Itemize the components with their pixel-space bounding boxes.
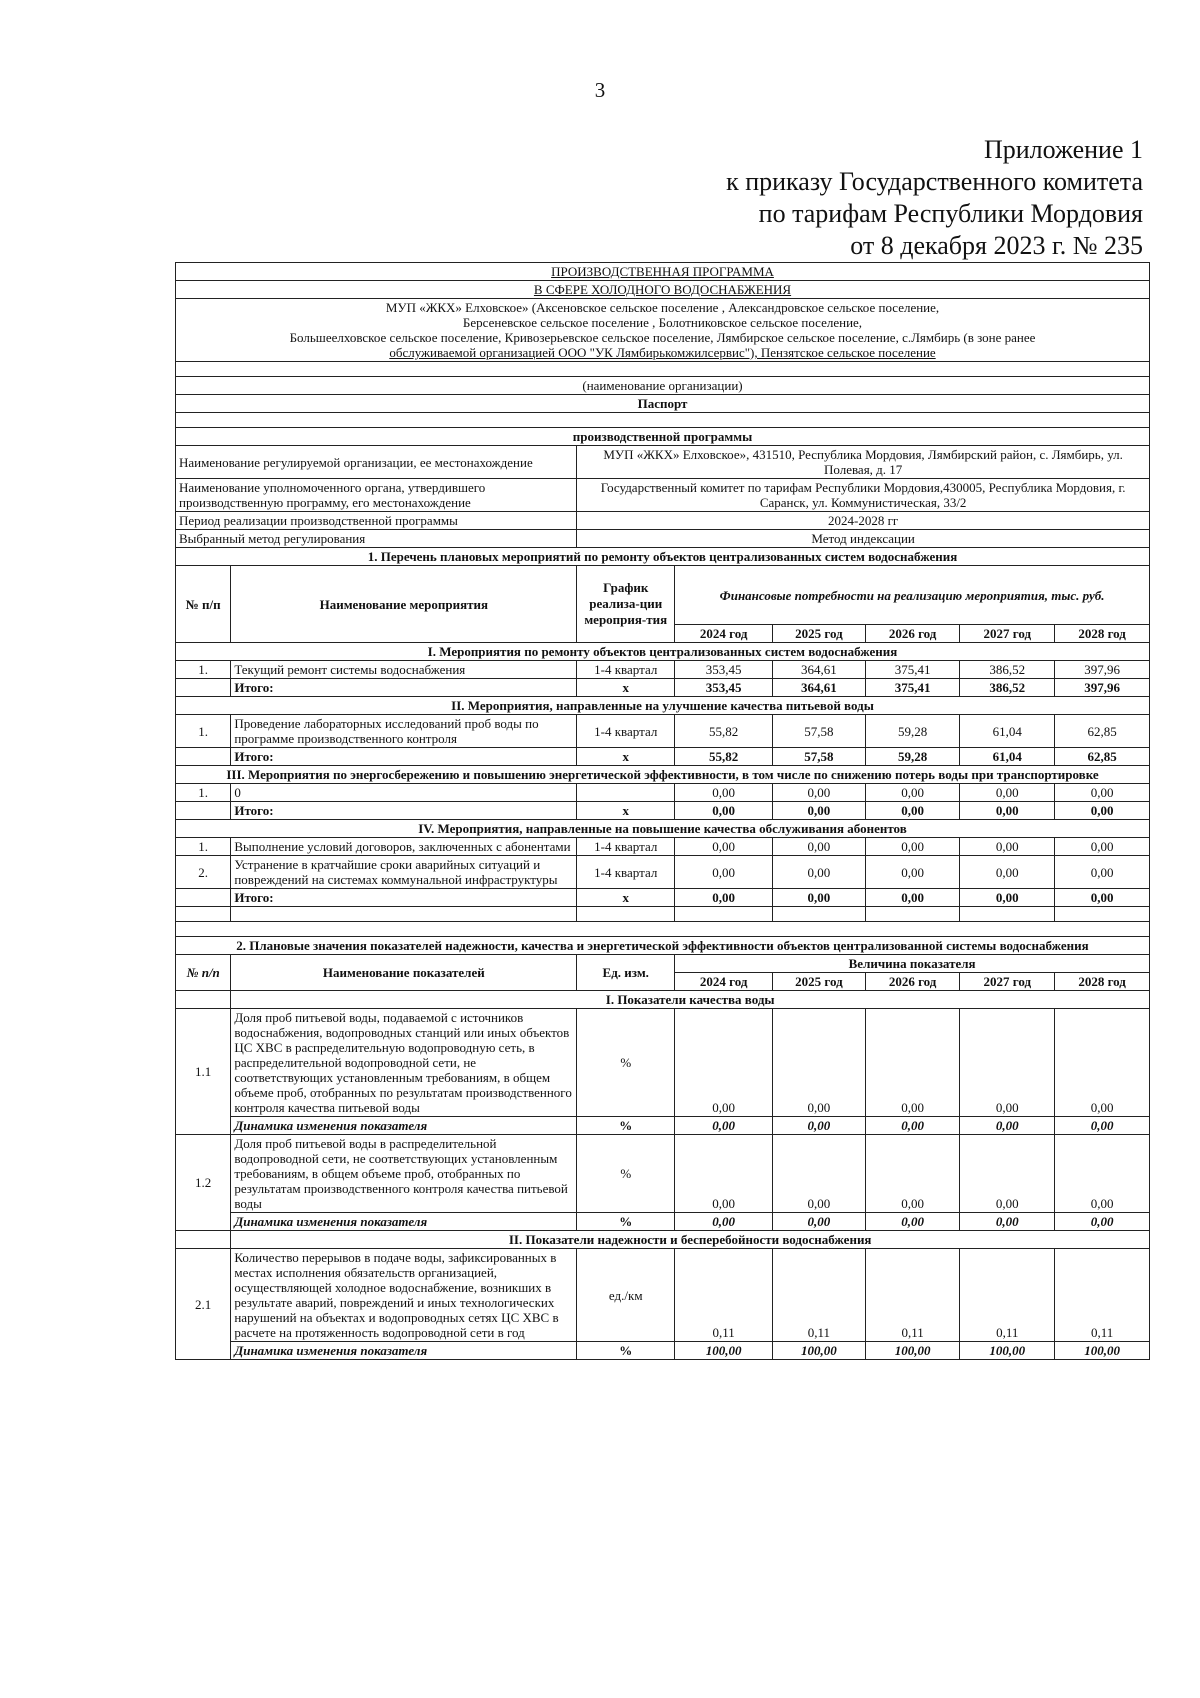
group-title: III. Мероприятия по энергосбережению и повышению энергетической эффективности, в том числе по снижению потерь воды при транспортировке [176,766,1150,784]
row-number [176,889,231,907]
finance-value: 0,00 [773,856,866,889]
total-label: Итого: [231,802,577,820]
col-header-year: 2024 год [675,625,773,643]
dynamics-unit: % [577,1342,675,1360]
activity-schedule: 1-4 квартал [577,856,675,889]
annex-line-4: от 8 декабря 2023 г. № 235 [850,231,1143,260]
indicator-number: 1.2 [176,1135,231,1231]
finance-value: 0,00 [1055,784,1150,802]
total-value: 61,04 [960,748,1055,766]
org-line: обслуживаемой организацией ООО "УК Лямбирькомжилсервис"), Пензятское сельское поселение [389,345,936,360]
indicator-unit: ед./км [577,1249,675,1342]
dynamics-value: 100,00 [865,1342,960,1360]
finance-value: 0,00 [960,838,1055,856]
activity-name: Текущий ремонт системы водоснабжения [231,661,577,679]
col-header-year: 2027 год [960,973,1055,991]
finance-value: 397,96 [1055,661,1150,679]
total-value: 57,58 [773,748,866,766]
indicator-value: 0,11 [675,1249,773,1342]
empty-cell [960,907,1055,922]
passport-label: Выбранный метод регулирования [176,530,577,548]
finance-value: 62,85 [1055,715,1150,748]
finance-value: 0,00 [675,856,773,889]
total-label: Итого: [231,679,577,697]
total-value: 0,00 [960,802,1055,820]
col-header-year: 2026 год [865,973,960,991]
total-value: 0,00 [1055,889,1150,907]
activity-name: Устранение в кратчайшие сроки аварийных ситуаций и повреждений на системах коммунальной инфраструктуры [231,856,577,889]
dynamics-value: 0,00 [773,1213,866,1231]
indicator-value: 0,11 [960,1249,1055,1342]
total-value: 0,00 [675,802,773,820]
group-title: I. Мероприятия по ремонту объектов централизованных систем водоснабжения [176,643,1150,661]
indicator-value: 0,00 [1055,1135,1150,1213]
total-value: 0,00 [865,889,960,907]
finance-value: 55,82 [675,715,773,748]
indicator-value: 0,00 [675,1009,773,1117]
annex-line-3: по тарифам Республики Мордовия [758,199,1143,228]
dynamics-value: 100,00 [1055,1342,1150,1360]
finance-value: 0,00 [865,856,960,889]
row-number: 1. [176,661,231,679]
finance-value: 57,58 [773,715,866,748]
group-title: II. Показатели надежности и бесперебойности водоснабжения [231,1231,1150,1249]
finance-value: 0,00 [675,838,773,856]
empty-cell [231,907,577,922]
total-schedule: х [577,889,675,907]
col-header-activity: Наименование мероприятия [231,566,577,643]
finance-value: 0,00 [960,784,1055,802]
indicator-number: 2.1 [176,1249,231,1360]
dynamics-label: Динамика изменения показателя [231,1342,577,1360]
empty-cell [176,922,1150,937]
empty-cell [577,907,675,922]
finance-value: 0,00 [675,784,773,802]
dynamics-unit: % [577,1117,675,1135]
col-header-year: 2026 год [865,625,960,643]
dynamics-label: Динамика изменения показателя [231,1117,577,1135]
passport-value: 2024-2028 гг [577,512,1150,530]
total-value: 353,45 [675,679,773,697]
col-header-year: 2024 год [675,973,773,991]
col-header-year: 2025 год [773,625,866,643]
col-header-indicator: Наименование показателей [231,955,577,991]
row-number: 1. [176,784,231,802]
finance-value: 364,61 [773,661,866,679]
finance-value: 386,52 [960,661,1055,679]
group-title: I. Показатели качества воды [231,991,1150,1009]
col-header-number: № п/п [176,566,231,643]
finance-value: 375,41 [865,661,960,679]
indicator-value: 0,00 [960,1009,1055,1117]
section1-title: 1. Перечень плановых мероприятий по ремонту объектов централизованных систем водоснабжения [176,548,1150,566]
total-label: Итого: [231,748,577,766]
total-value: 364,61 [773,679,866,697]
dynamics-value: 100,00 [675,1342,773,1360]
page-number: 3 [594,78,606,102]
dynamics-label: Динамика изменения показателя [231,1213,577,1231]
production-program-table [175,262,1150,1360]
activity-schedule: 1-4 квартал [577,838,675,856]
empty-cell [865,907,960,922]
finance-value: 0,00 [865,784,960,802]
total-schedule: х [577,679,675,697]
dynamics-unit: % [577,1213,675,1231]
indicator-value: 0,00 [773,1135,866,1213]
row-number [176,679,231,697]
passport-value: Государственный комитет по тарифам Республики Мордовия,430005, Республика Мордовия, г. Саранск, ул. Коммунистическая, 33/2 [577,479,1150,512]
activity-name: 0 [231,784,577,802]
empty-cell [1055,907,1150,922]
indicator-value: 0,00 [865,1009,960,1117]
row-number [176,748,231,766]
row-number: 1. [176,715,231,748]
activity-schedule: 1-4 квартал [577,661,675,679]
activity-schedule: 1-4 квартал [577,715,675,748]
total-value: 0,00 [1055,802,1150,820]
group-title: IV. Мероприятия, направленные на повышение качества обслуживания абонентов [176,820,1150,838]
section2-title: 2. Плановые значения показателей надежности, качества и энергетической эффективности объектов централизованной системы водоснабжения [176,937,1150,955]
row-number [176,991,231,1009]
col-header-year: 2028 год [1055,625,1150,643]
organization-name [176,299,1150,362]
indicator-value: 0,00 [773,1009,866,1117]
annex-block [726,134,1143,262]
activity-name: Выполнение условий договоров, заключенных с абонентами [231,838,577,856]
org-line: Берсеневское сельское поселение , Болотниковское сельское поселение, [462,315,863,330]
total-value: 62,85 [1055,748,1150,766]
total-schedule: х [577,748,675,766]
passport-label: Наименование уполномоченного органа, утвердившего производственную программу, его местонахождение [176,479,577,512]
row-number: 1. [176,838,231,856]
total-value: 0,00 [865,802,960,820]
col-header-year: 2025 год [773,973,866,991]
total-label: Итого: [231,889,577,907]
passport-subtitle: производственной программы [176,428,1150,446]
row-number [176,1231,231,1249]
total-value: 55,82 [675,748,773,766]
dynamics-value: 0,00 [1055,1117,1150,1135]
finance-value: 0,00 [1055,838,1150,856]
total-value: 0,00 [675,889,773,907]
passport-value: МУП «ЖКХ» Елховское», 431510, Республика Мордовия, Лямбирский район, с. Лямбирь, ул. Полевая, д. 17 [577,446,1150,479]
indicator-value: 0,00 [675,1135,773,1213]
annex-line-2: к приказу Государственного комитета [726,167,1143,196]
finance-value: 0,00 [773,784,866,802]
program-subtitle: В СФЕРЕ ХОЛОДНОГО ВОДОСНАБЖЕНИЯ [176,281,1150,299]
indicator-value: 0,11 [865,1249,960,1342]
indicator-value: 0,11 [1055,1249,1150,1342]
total-value: 0,00 [773,802,866,820]
total-value: 59,28 [865,748,960,766]
indicator-name: Доля проб питьевой воды, подаваемой с источников водоснабжения, водопроводных станций или иных объектов ЦС ХВС в распределительную водопроводную сеть, в распределительной водопроводной сети, не соответствующих установленным требованиям, в общем объеме проб, отобранных по результатам производственного контроля качества питьевой воды [231,1009,577,1117]
col-header-schedule: График реализа-ции мероприя-тия [577,566,675,643]
col-header-year: 2027 год [960,625,1055,643]
indicator-value: 0,00 [865,1135,960,1213]
indicator-name: Количество перерывов в подаче воды, зафиксированных в местах исполнения обязательств организацией, осуществляющей холодное водоснабжение, возникших в результате аварий, повреждений и иных технологических нарушений на объектах и водопроводных сетях ЦС ХВС в расчете на протяженность водопроводной сети в год [231,1249,577,1342]
dynamics-value: 100,00 [773,1342,866,1360]
dynamics-value: 0,00 [773,1117,866,1135]
passport-label: Наименование регулируемой организации, ее местонахождение [176,446,577,479]
finance-value: 353,45 [675,661,773,679]
dynamics-value: 0,00 [960,1213,1055,1231]
dynamics-value: 0,00 [865,1213,960,1231]
empty-cell [773,907,866,922]
total-value: 397,96 [1055,679,1150,697]
col-header-year: 2028 год [1055,973,1150,991]
activity-schedule [577,784,675,802]
passport-value: Метод индексации [577,530,1150,548]
indicator-value: 0,00 [1055,1009,1150,1117]
empty-cell [176,907,231,922]
total-schedule: х [577,802,675,820]
total-value: 375,41 [865,679,960,697]
finance-value: 0,00 [773,838,866,856]
dynamics-value: 100,00 [960,1342,1055,1360]
col-header-finance: Финансовые потребности на реализацию мероприятия, тыс. руб. [675,566,1150,625]
finance-value: 0,00 [1055,856,1150,889]
dynamics-value: 0,00 [865,1117,960,1135]
indicator-unit: % [577,1135,675,1213]
group-title: II. Мероприятия, направленные на улучшение качества питьевой воды [176,697,1150,715]
row-number: 2. [176,856,231,889]
row-number [176,802,231,820]
total-value: 0,00 [960,889,1055,907]
annex-line-1: Приложение 1 [983,135,1143,164]
col-header-number: № п/п [176,955,231,991]
passport-label: Период реализации производственной программы [176,512,577,530]
finance-value: 59,28 [865,715,960,748]
col-header-value: Величина показателя [675,955,1150,973]
total-value: 0,00 [773,889,866,907]
indicator-unit: % [577,1009,675,1117]
total-value: 386,52 [960,679,1055,697]
dynamics-value: 0,00 [675,1117,773,1135]
indicator-value: 0,00 [960,1135,1055,1213]
org-line: Большеелховское сельское поселение, Кривозерьевское сельское поселение, Лямбирское сельское поселение, с.Лямбирь (в зоне ранее [289,330,1036,345]
finance-value: 0,00 [960,856,1055,889]
dynamics-value: 0,00 [960,1117,1055,1135]
col-header-unit: Ед. изм. [577,955,675,991]
dynamics-value: 0,00 [675,1213,773,1231]
finance-value: 0,00 [865,838,960,856]
org-line: МУП «ЖКХ» Елховское» (Аксеновское сельское поселение , Александровское сельское поселение, [385,300,940,315]
indicator-name: Доля проб питьевой воды в распределительной водопроводной сети, не соответствующих установленным требованиям, в общем объеме проб, отобранных по результатам производственного контроля качества питьевой воды [231,1135,577,1213]
program-title: ПРОИЗВОДСТВЕННАЯ ПРОГРАММА [176,263,1150,281]
indicator-value: 0,11 [773,1249,866,1342]
finance-value: 61,04 [960,715,1055,748]
passport-title: Паспорт [176,395,1150,413]
empty-cell [675,907,773,922]
activity-name: Проведение лабораторных исследований проб воды по программе производственного контроля [231,715,577,748]
organization-caption: (наименование организации) [176,377,1150,395]
indicator-number: 1.1 [176,1009,231,1135]
dynamics-value: 0,00 [1055,1213,1150,1231]
